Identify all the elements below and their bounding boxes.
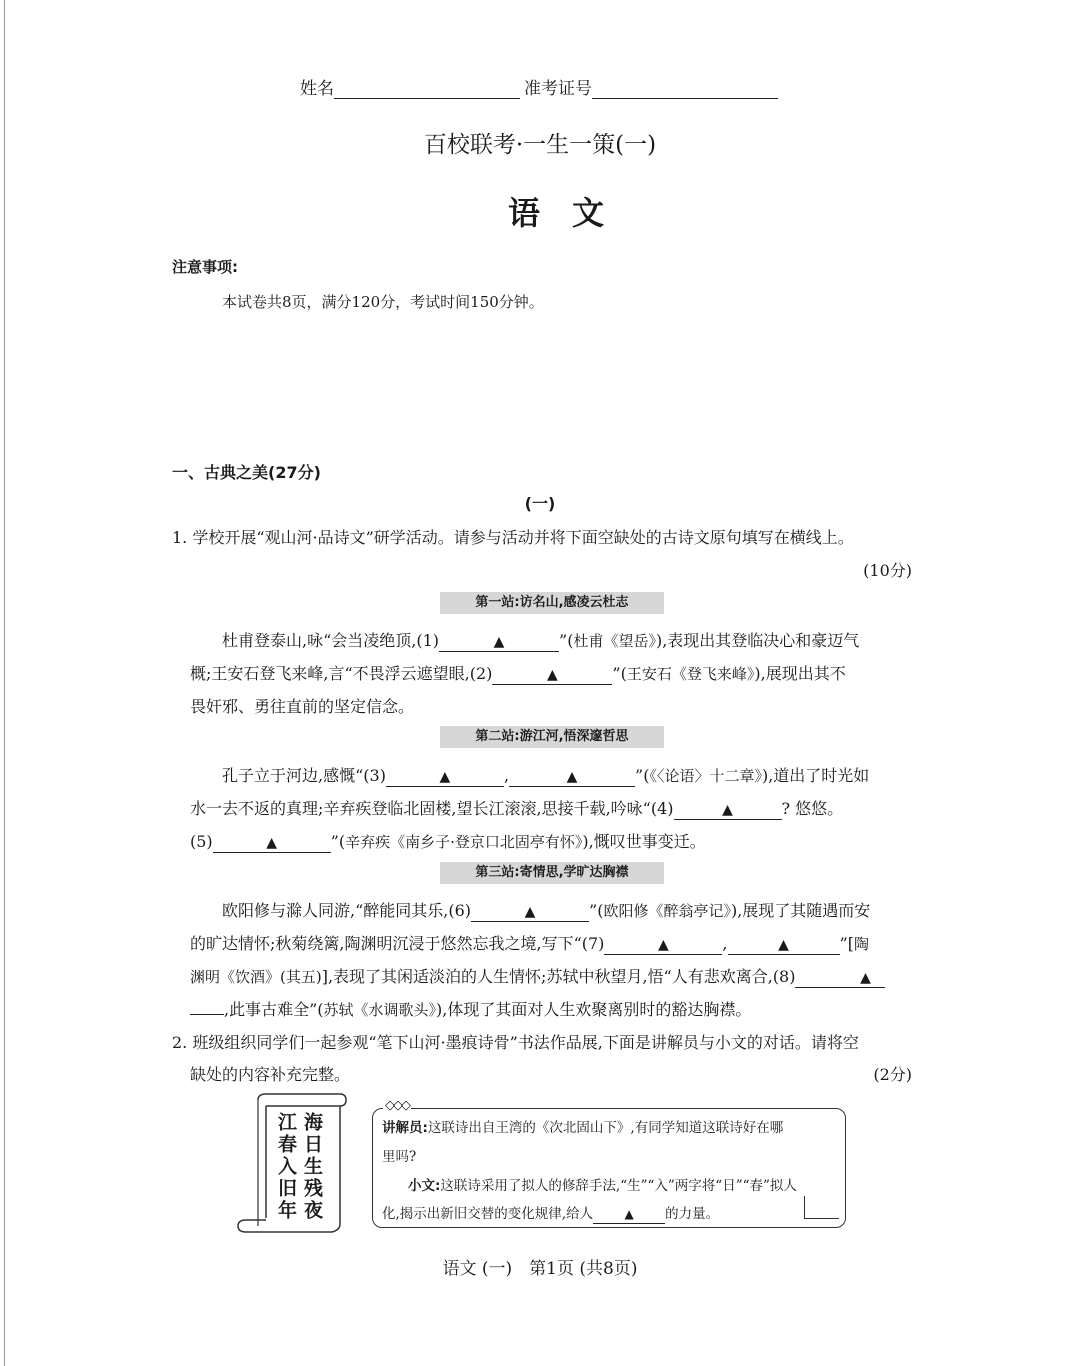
xiaowen-line-2 (382, 1202, 719, 1224)
text: ),体现了其面对人生欢聚离别时的豁达胸襟。 (436, 1000, 752, 1019)
source-citation: 苏轼《水调歌头》 (323, 1001, 437, 1019)
text: ],表现了其闲适淡泊的人生情怀;苏轼中秋望月,悟“人有悲欢离合,(8) (321, 967, 796, 986)
text: ? 悠悠。 (781, 799, 844, 818)
guide-text: 这联诗出自王湾的《次北固山下》,有同学知道这联诗好在哪 (427, 1120, 784, 1136)
station-3-label: 第三站:寄情思,学旷达胸襟 (440, 862, 664, 884)
text: 概;王安石登飞来峰,言“不畏浮云遮望眼,(2) (190, 664, 493, 683)
answer-blank-q2[interactable] (593, 1205, 665, 1224)
text: ”( (612, 664, 627, 683)
station-2-line-3 (190, 829, 706, 853)
question-1-score: (10分) (863, 561, 912, 580)
answer-blank-3b[interactable] (509, 767, 635, 787)
source-citation: 渊明《饮酒》(其五) (190, 968, 322, 986)
source-citation: 《〈论语〉十二章》 (649, 767, 762, 785)
text: ”( (559, 631, 574, 650)
answer-blank-5[interactable] (213, 833, 331, 853)
source-citation: 辛弃疾《南乡子·登京口北固亭有怀》 (345, 833, 583, 851)
station-1-label: 第一站:访名山,感凌云杜志 (440, 592, 664, 614)
question-1-text: 1. 学校开展“观山河·品诗文”研学活动。请参与活动并将下面空缺处的古诗文原句填写在横线上。 (172, 528, 854, 547)
station-3-line-2 (190, 931, 869, 955)
xiaowen-label: 小文: (408, 1178, 441, 1194)
question-2-line-1: 2. 班级组织同学们一起参观“笔下山河·墨痕诗骨”书法作品展,下面是讲解员与小文的对话。请将空 (172, 1033, 859, 1052)
guide-line-1 (382, 1116, 783, 1136)
text: ”( (635, 766, 650, 785)
answer-blank-7a[interactable] (604, 935, 722, 955)
text: ”[ (839, 934, 854, 953)
xiaowen-line-1 (408, 1174, 797, 1194)
station-1-line-3: 畏奸邪、勇往直前的坚定信念。 (190, 697, 415, 716)
section-title: 一、古典之美(27分) (172, 463, 321, 482)
question-2-line-2: 缺处的内容补充完整。 (190, 1065, 351, 1084)
id-label: 准考证号 (524, 79, 592, 99)
station-1-line-1 (222, 628, 859, 652)
name-field[interactable] (334, 80, 520, 99)
subject-title: 语文 (507, 194, 636, 232)
answer-blank-2[interactable] (492, 665, 612, 685)
text: 化,揭示出新旧交替的变化规律,给人 (382, 1206, 594, 1222)
answer-corner-mark (804, 1196, 839, 1219)
triangle-icon: ▲ (547, 667, 558, 683)
station-2-line-1 (222, 763, 869, 787)
text: 的力量。 (665, 1206, 720, 1222)
source-citation: 陶 (853, 935, 869, 953)
text: ),道出了时光如 (761, 766, 870, 785)
triangle-icon: ▲ (860, 970, 871, 986)
answer-blank-4[interactable] (674, 800, 782, 820)
part-label: (一) (524, 494, 556, 513)
guide-label: 讲解员: (382, 1120, 428, 1136)
source-citation: 欧阳修《醉翁亭记》 (603, 902, 731, 920)
question-2-score: (2分) (873, 1065, 912, 1084)
page-footer: 语文 (一) 第1页 (共8页) (442, 1259, 638, 1279)
text: , (722, 934, 728, 953)
text: 的旷达情怀;秋菊绕篱,陶渊明沉浸于悠然忘我之境,写下“(7) (190, 934, 605, 953)
answer-blank-7b[interactable] (728, 935, 840, 955)
source-citation: 杜甫《望岳》 (573, 632, 656, 650)
text: 水一去不返的真理;辛弃疾登临北固楼,望长江滚滚,思接千载,吟咏“(4) (190, 799, 674, 818)
text: ),表现出其登临决心和豪迈气 (655, 631, 860, 650)
answer-blank-3a[interactable] (386, 767, 504, 787)
notes-title: 注意事项: (172, 258, 238, 276)
triangle-icon: ▲ (722, 802, 733, 818)
exam-title: 百校联考·一生一策(一) (423, 132, 657, 158)
station-2-line-2 (190, 796, 843, 820)
name-label: 姓名 (300, 79, 334, 99)
text: ”( (589, 901, 604, 920)
triangle-icon: ▲ (266, 835, 278, 851)
text: ),展现了其随遇而安 (730, 901, 871, 920)
text: 杜甫登泰山,咏“会当凌绝顶,(1) (222, 631, 440, 650)
xiaowen-text: 这联诗采用了拟人的修辞手法,“生”“入”两字将“日”“春”拟人 (440, 1178, 797, 1194)
text: ),展现出其不 (754, 664, 846, 683)
text: 孔子立于河边,感慨“(3) (222, 766, 386, 785)
text: (5) (190, 832, 213, 851)
text: , (503, 766, 510, 785)
triangle-icon: ▲ (778, 937, 789, 953)
guide-line-2: 里吗? (382, 1149, 417, 1165)
scroll-column-right: 海日生残夜 (301, 1112, 323, 1222)
station-3-line-4 (190, 997, 751, 1020)
diamond-ornament-icon: ◇◇◇ (385, 1098, 409, 1113)
triangle-icon: ▲ (493, 634, 505, 650)
id-field[interactable] (592, 80, 778, 99)
triangle-icon: ▲ (439, 769, 451, 785)
triangle-icon: ▲ (658, 937, 669, 953)
notes-text: 本试卷共8页，满分120分，考试时间150分钟。 (222, 293, 544, 311)
triangle-icon: ▲ (624, 1207, 634, 1221)
calligraphy-scroll (236, 1092, 348, 1236)
source-citation: 王安石《登飞来峰》 (626, 665, 755, 683)
triangle-icon: ▲ (524, 904, 536, 920)
text: ”( (330, 832, 346, 851)
text: ),慨叹世事变迁。 (582, 832, 706, 851)
station-1-line-2 (190, 661, 846, 685)
text: ,此事古难全”( (224, 1000, 324, 1019)
triangle-icon: ▲ (566, 769, 578, 785)
scroll-column-left: 江春入旧年 (275, 1112, 297, 1222)
answer-blank-1[interactable] (439, 632, 559, 652)
candidate-info-row (300, 74, 778, 99)
station-2-label: 第二站:游江河,悟深邃哲思 (440, 726, 664, 748)
text: 欧阳修与滁人同游,“醉能同其乐,(6) (222, 901, 472, 920)
station-3-line-3 (190, 964, 885, 988)
answer-blank-8[interactable] (795, 968, 885, 988)
station-3-line-1 (222, 898, 870, 922)
answer-blank-6[interactable] (471, 902, 589, 922)
answer-blank-8-cont[interactable] (190, 1014, 224, 1015)
